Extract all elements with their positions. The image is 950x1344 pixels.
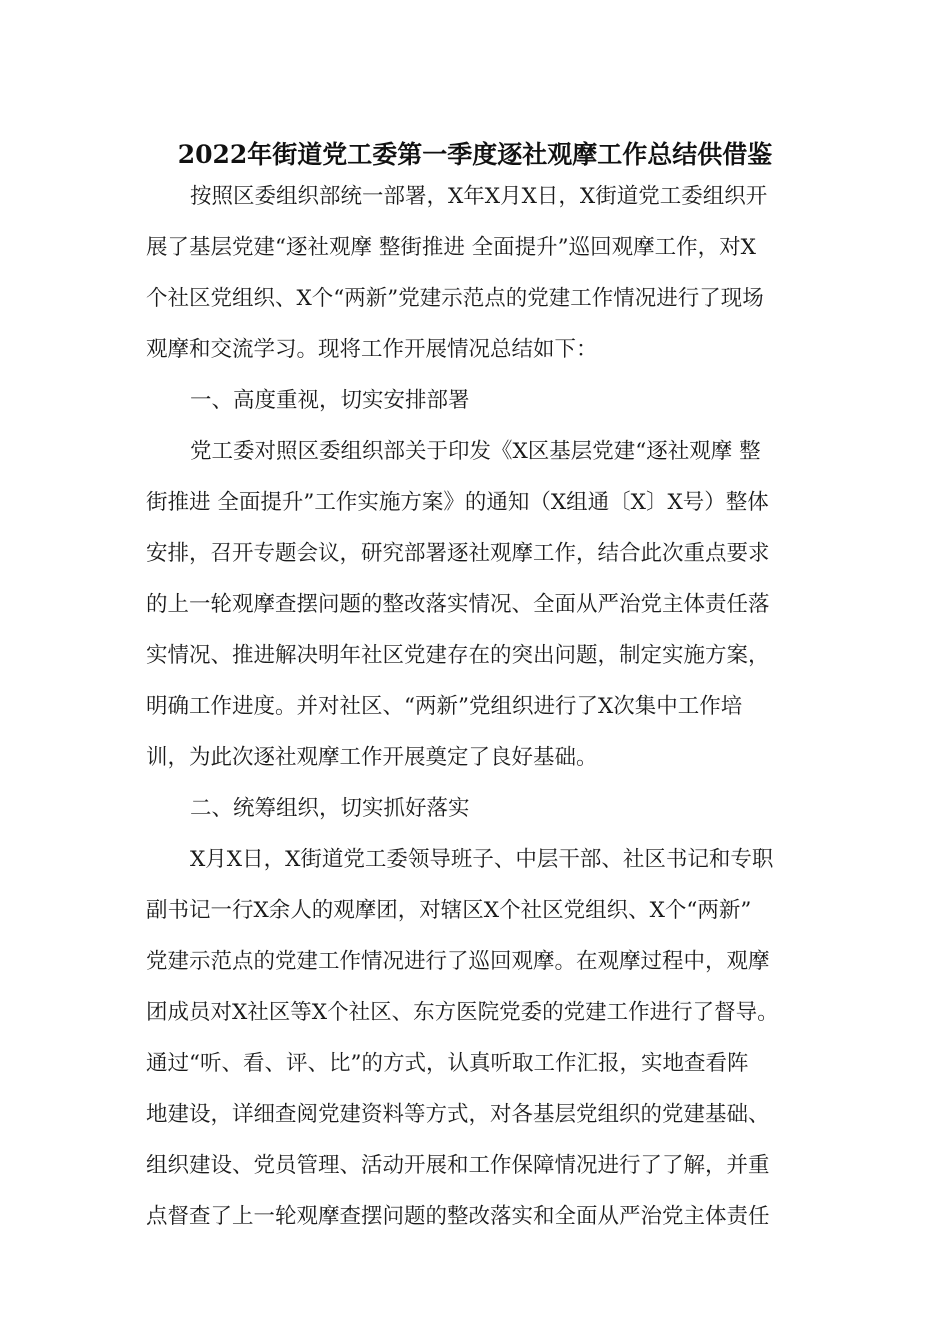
paragraph-2-line-4: 的上一轮观摩查摆问题的整改落实情况、全面从严治党主体责任落 (146, 592, 770, 617)
document-title: 2022年街道党工委第一季度逐社观摩工作总结供借鉴 (177, 140, 773, 169)
paragraph-3-line-7: 组织建设、党员管理、活动开展和工作保障情况进行了了解，并重 (146, 1153, 770, 1178)
paragraph-1-line-3: 个社区党组织、X个“两新”党建示范点的党建工作情况进行了现场 (146, 286, 764, 311)
paragraph-2-line-5: 实情况、推进解决明年社区党建存在的突出问题，制定实施方案， (146, 643, 770, 668)
paragraph-2-line-7: 训，为此次逐社观摩工作开展奠定了良好基础。 (146, 745, 598, 770)
paragraph-3-line-1: X月X日，X街道党工委领导班子、中层干部、社区书记和专职 (190, 847, 774, 872)
paragraph-3-line-5: 通过“听、看、评、比”的方式，认真听取工作汇报，实地查看阵 (146, 1051, 749, 1076)
paragraph-2-line-1: 党工委对照区委组织部关于印发《X区基层党建“逐社观摩 整 (190, 439, 761, 464)
paragraph-2-line-6: 明确工作进度。并对社区、“两新”党组织进行了X次集中工作培 (146, 694, 743, 719)
paragraph-3-line-4: 团成员对X社区等X个社区、东方医院党委的党建工作进行了督导。 (146, 1000, 779, 1025)
paragraph-3-line-2: 副书记一行X余人的观摩团，对辖区X个社区党组织、X个“两新” (146, 898, 752, 923)
paragraph-2-line-3: 安排，召开专题会议，研究部署逐社观摩工作，结合此次重点要求 (146, 541, 770, 566)
section-heading-1: 一、高度重视，切实安排部署 (190, 388, 470, 413)
paragraph-1-line-2: 展了基层党建“逐社观摩 整街推进 全面提升”巡回观摩工作，对X (146, 235, 756, 260)
paragraph-3-line-6: 地建设，详细查阅党建资料等方式，对各基层党组织的党建基础、 (146, 1102, 770, 1127)
paragraph-3-line-8: 点督查了上一轮观摩查摆问题的整改落实和全面从严治党主体责任 (146, 1204, 770, 1229)
section-heading-2: 二、统筹组织，切实抓好落实 (190, 796, 470, 821)
paragraph-1-line-4: 观摩和交流学习。现将工作开展情况总结如下： (146, 337, 598, 362)
paragraph-2-line-2: 街推进 全面提升”工作实施方案》的通知（X组通〔X〕X号）整体 (146, 490, 769, 515)
paragraph-1-line-1: 按照区委组织部统一部署，X年X月X日，X街道党工委组织开 (190, 184, 768, 209)
paragraph-3-line-3: 党建示范点的党建工作情况进行了巡回观摩。在观摩过程中，观摩 (146, 949, 770, 974)
